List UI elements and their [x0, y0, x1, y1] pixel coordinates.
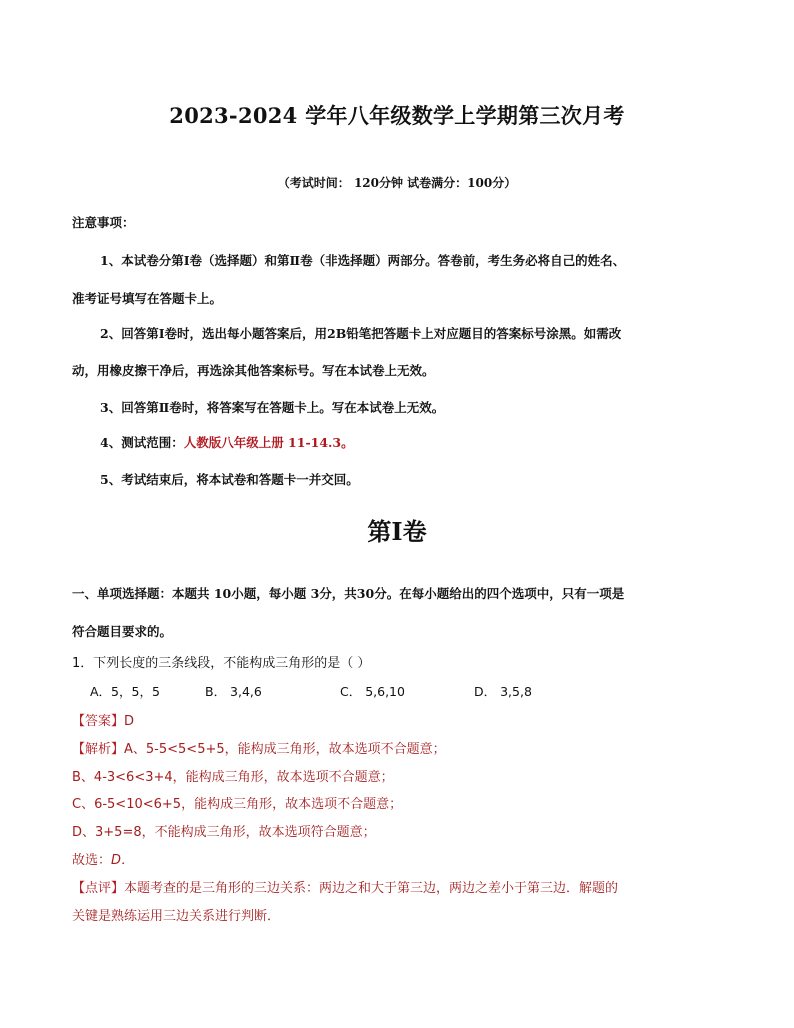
note-item-4 [100, 433, 354, 451]
note-item-2-line-1: 2、回答第Ⅰ卷时，选出每小题答案后，用2B铅笔把答题卡上对应题目的答案标号涂黑。如需改 [100, 326, 622, 341]
part-one-instructions-line-2: 符合题目要求的。 [72, 624, 173, 639]
question-1-option-a: A．5，5，5 [90, 684, 160, 699]
note-item-3: 3、回答第Ⅱ卷时，将答案写在答题卡上。写在本试卷上无效。 [100, 400, 445, 415]
comment-line-2: 关键是熟练运用三边关系进行判断． [72, 909, 281, 924]
answer-tag: 【答案】 [72, 714, 125, 729]
analysis-tag: 【解析】 [72, 742, 125, 757]
conclusion-prefix: 故选： [72, 853, 112, 868]
test-range: 人教版八年级上册 11-14.3。 [183, 435, 354, 450]
part-one-instructions-line-1: 一、单项选择题：本题共 10小题，每小题 3分，共30分。在每小题给出的四个选项中，只有一项是 [72, 586, 625, 601]
question-1-stem: 1．下列长度的三条线段，不能构成三角形的是（ ） [72, 656, 371, 671]
question-1-option-b: B． 3,4,6 [205, 684, 262, 699]
answer-value: D [124, 714, 135, 729]
section-title: 第Ⅰ卷 [367, 517, 427, 546]
conclusion-value: D． [111, 853, 135, 868]
analysis-line-4: D、3+5=8，不能构成三角形，故本选项符合题意； [72, 825, 376, 840]
analysis-text-1: A、5-5<5<5+5，能构成三角形，故本选项不合题意； [124, 742, 446, 757]
comment-tag: 【点评】 [72, 881, 125, 896]
question-1-option-c: C． 5,6,10 [340, 684, 405, 699]
note-item-5: 5、考试结束后，将本试卷和答题卡一并交回。 [100, 472, 359, 487]
comment-text-1: 本题考查的是三角形的三边关系：两边之和大于第三边，两边之差小于第三边．解题的 [124, 881, 619, 896]
notes-heading: 注意事项： [72, 215, 135, 230]
conclusion-line [72, 849, 134, 868]
analysis-line-3: C、6-5<10<6+5，能构成三角形，故本选项不合题意； [72, 797, 403, 812]
exam-info: （考试时间： 120分钟 试卷满分：100分） [277, 176, 517, 190]
note-item-1-line-2: 准考证号填写在答题卡上。 [72, 291, 223, 306]
question-1-option-d: D． 3,5,8 [474, 684, 532, 699]
answer-line [72, 710, 134, 729]
page-title: 2023-2024 学年八年级数学上学期第三次月考 [169, 103, 625, 128]
note-item-2-line-2: 动，用橡皮擦干净后，再选涂其他答案标号。写在本试卷上无效。 [72, 363, 435, 378]
note-item-1-line-1: 1、本试卷分第Ⅰ卷（选择题）和第Ⅱ卷（非选择题）两部分。答卷前，考生务必将自己的姓名、 [100, 253, 626, 268]
analysis-line-2: B、4-3<6<3+4，能构成三角形，故本选项不合题意； [72, 770, 394, 785]
note-item-4-prefix: 4、测试范围： [100, 435, 184, 450]
analysis-line-1 [72, 738, 446, 757]
comment-line-1 [72, 877, 618, 896]
